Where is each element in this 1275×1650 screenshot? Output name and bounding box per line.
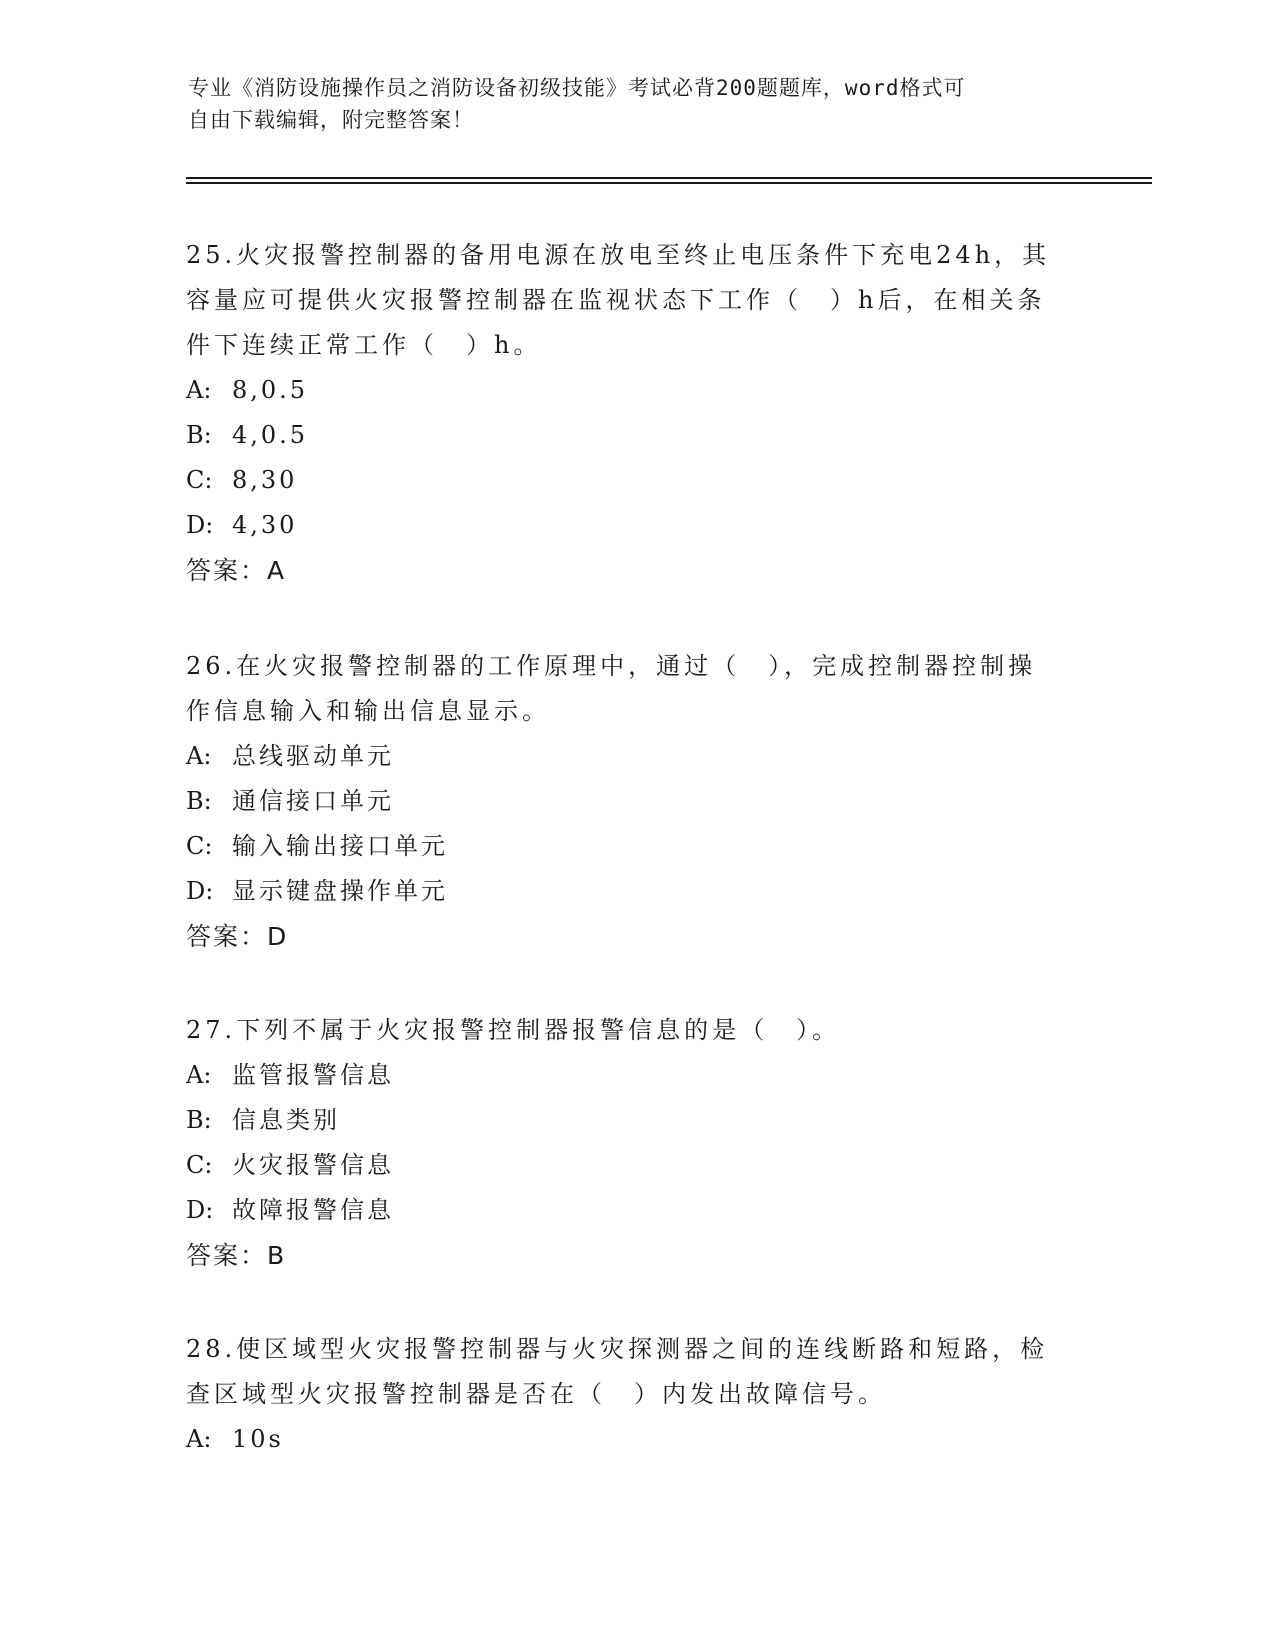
option-d xyxy=(186,1188,1086,1233)
option-label: D: xyxy=(186,1196,214,1224)
option-label: B: xyxy=(186,1106,212,1134)
option-label: C: xyxy=(186,1151,213,1179)
option-label: D: xyxy=(186,511,214,539)
question-stem-line: 28.使区域型火灾报警控制器与火灾探测器之间的连线断路和短路，检 xyxy=(186,1335,1049,1363)
option-c xyxy=(186,458,1086,503)
option-d xyxy=(186,869,1086,914)
option-label: A: xyxy=(186,742,212,770)
header-divider-top xyxy=(186,177,1152,179)
option-b xyxy=(186,1098,1086,1143)
question-stem-line: 27.下列不属于火灾报警控制器报警信息的是（ ）。 xyxy=(186,1016,841,1044)
option-label: A: xyxy=(186,376,212,404)
option-label: B: xyxy=(186,421,212,449)
header-line-1: 专业《消防设施操作员之消防设备初级技能》考试必背200题题库，word格式可 xyxy=(188,76,966,100)
option-text: 4,30 xyxy=(232,511,298,539)
question-28 xyxy=(186,1327,1086,1462)
option-label: A: xyxy=(186,1425,212,1453)
option-label: D: xyxy=(186,877,214,905)
question-stem-line: 作信息输入和输出信息显示。 xyxy=(186,697,550,725)
answer: 答案：D xyxy=(186,922,289,951)
option-c xyxy=(186,1143,1086,1188)
option-c xyxy=(186,824,1086,869)
option-text: 总线驱动单元 xyxy=(232,742,394,770)
question-25 xyxy=(186,233,1086,593)
option-d xyxy=(186,503,1086,548)
option-b xyxy=(186,779,1086,824)
option-text: 监管报警信息 xyxy=(232,1061,394,1089)
question-26 xyxy=(186,644,1086,959)
option-label: C: xyxy=(186,832,213,860)
header-divider-bottom xyxy=(186,182,1152,184)
option-text: 4,0.5 xyxy=(232,421,309,449)
option-a xyxy=(186,368,1086,413)
option-a xyxy=(186,734,1086,779)
option-label: C: xyxy=(186,466,213,494)
option-text: 8,0.5 xyxy=(232,376,309,404)
option-text: 通信接口单元 xyxy=(232,787,394,815)
option-text: 火灾报警信息 xyxy=(232,1151,394,1179)
header-line-2: 自由下载编辑，附完整答案！ xyxy=(188,108,474,132)
question-stem-line: 查区域型火灾报警控制器是否在（ ）内发出故障信号。 xyxy=(186,1380,886,1408)
question-stem-line: 容量应可提供火灾报警控制器在监视状态下工作（ ）h后，在相关条 xyxy=(186,286,1046,314)
document-header xyxy=(188,72,1088,136)
question-stem-line: 25.火灾报警控制器的备用电源在放电至终止电压条件下充电24h，其 xyxy=(186,241,1051,269)
question-stem-line: 26.在火灾报警控制器的工作原理中，通过（ ），完成控制器控制操 xyxy=(186,652,1037,680)
answer: 答案：B xyxy=(186,1241,287,1270)
option-a xyxy=(186,1053,1086,1098)
answer: 答案：A xyxy=(186,556,287,585)
question-stem-line: 件下连续正常工作（ ）h。 xyxy=(186,331,542,359)
option-text: 8,30 xyxy=(232,466,298,494)
option-text: 故障报警信息 xyxy=(232,1196,394,1224)
question-27 xyxy=(186,1008,1086,1278)
option-a xyxy=(186,1417,1086,1462)
option-text: 信息类别 xyxy=(232,1106,340,1134)
option-text: 输入输出接口单元 xyxy=(232,832,448,860)
option-b xyxy=(186,413,1086,458)
option-text: 10s xyxy=(232,1425,284,1453)
option-label: B: xyxy=(186,787,212,815)
option-text: 显示键盘操作单元 xyxy=(232,877,448,905)
option-label: A: xyxy=(186,1061,212,1089)
